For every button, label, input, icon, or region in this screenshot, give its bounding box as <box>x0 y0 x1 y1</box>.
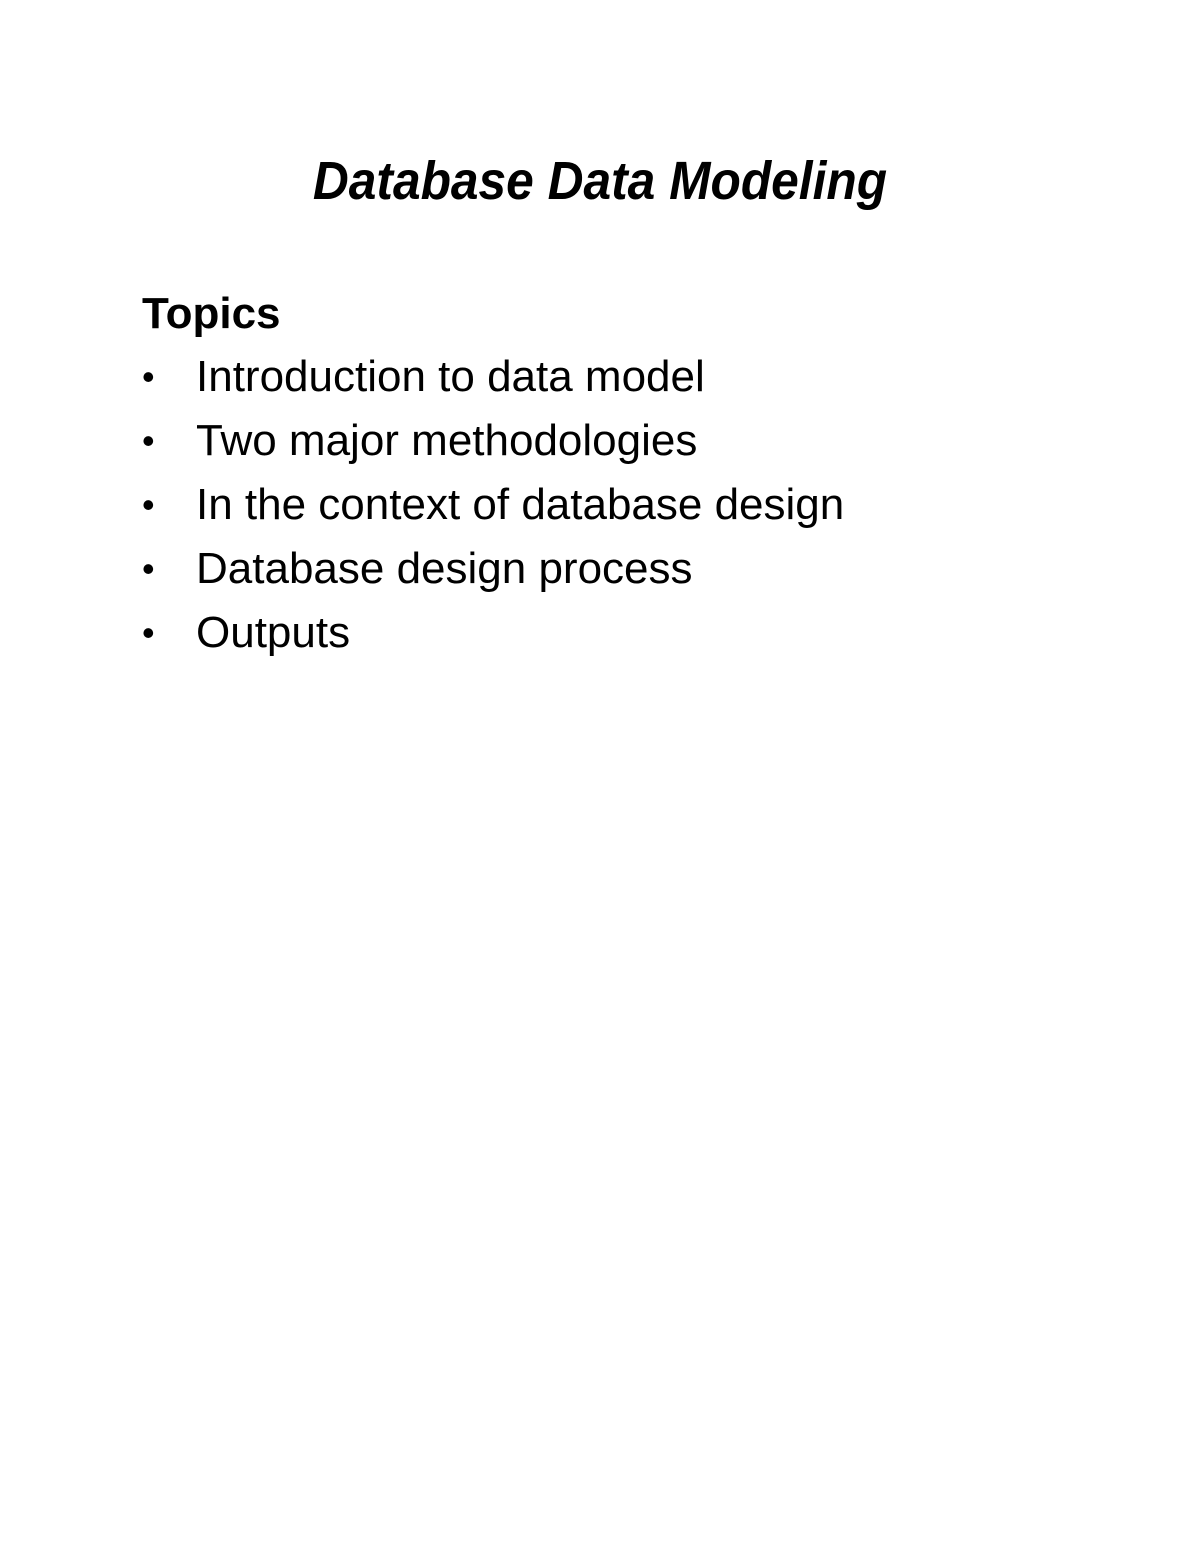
bullet-icon: • <box>142 484 155 525</box>
bullet-icon: • <box>142 356 155 397</box>
topic-text: In the context of database design <box>196 480 845 529</box>
topic-text: Two major methodologies <box>196 416 698 465</box>
document-title: Database Data Modeling <box>312 151 888 211</box>
topic-text: Outputs <box>196 608 351 657</box>
bullet-icon: • <box>142 420 155 461</box>
topics-heading: Topics <box>142 289 281 338</box>
bullet-icon: • <box>142 548 155 589</box>
topic-text: Introduction to data model <box>196 352 705 401</box>
topic-text: Database design process <box>196 544 693 593</box>
bullet-icon: • <box>142 612 155 653</box>
